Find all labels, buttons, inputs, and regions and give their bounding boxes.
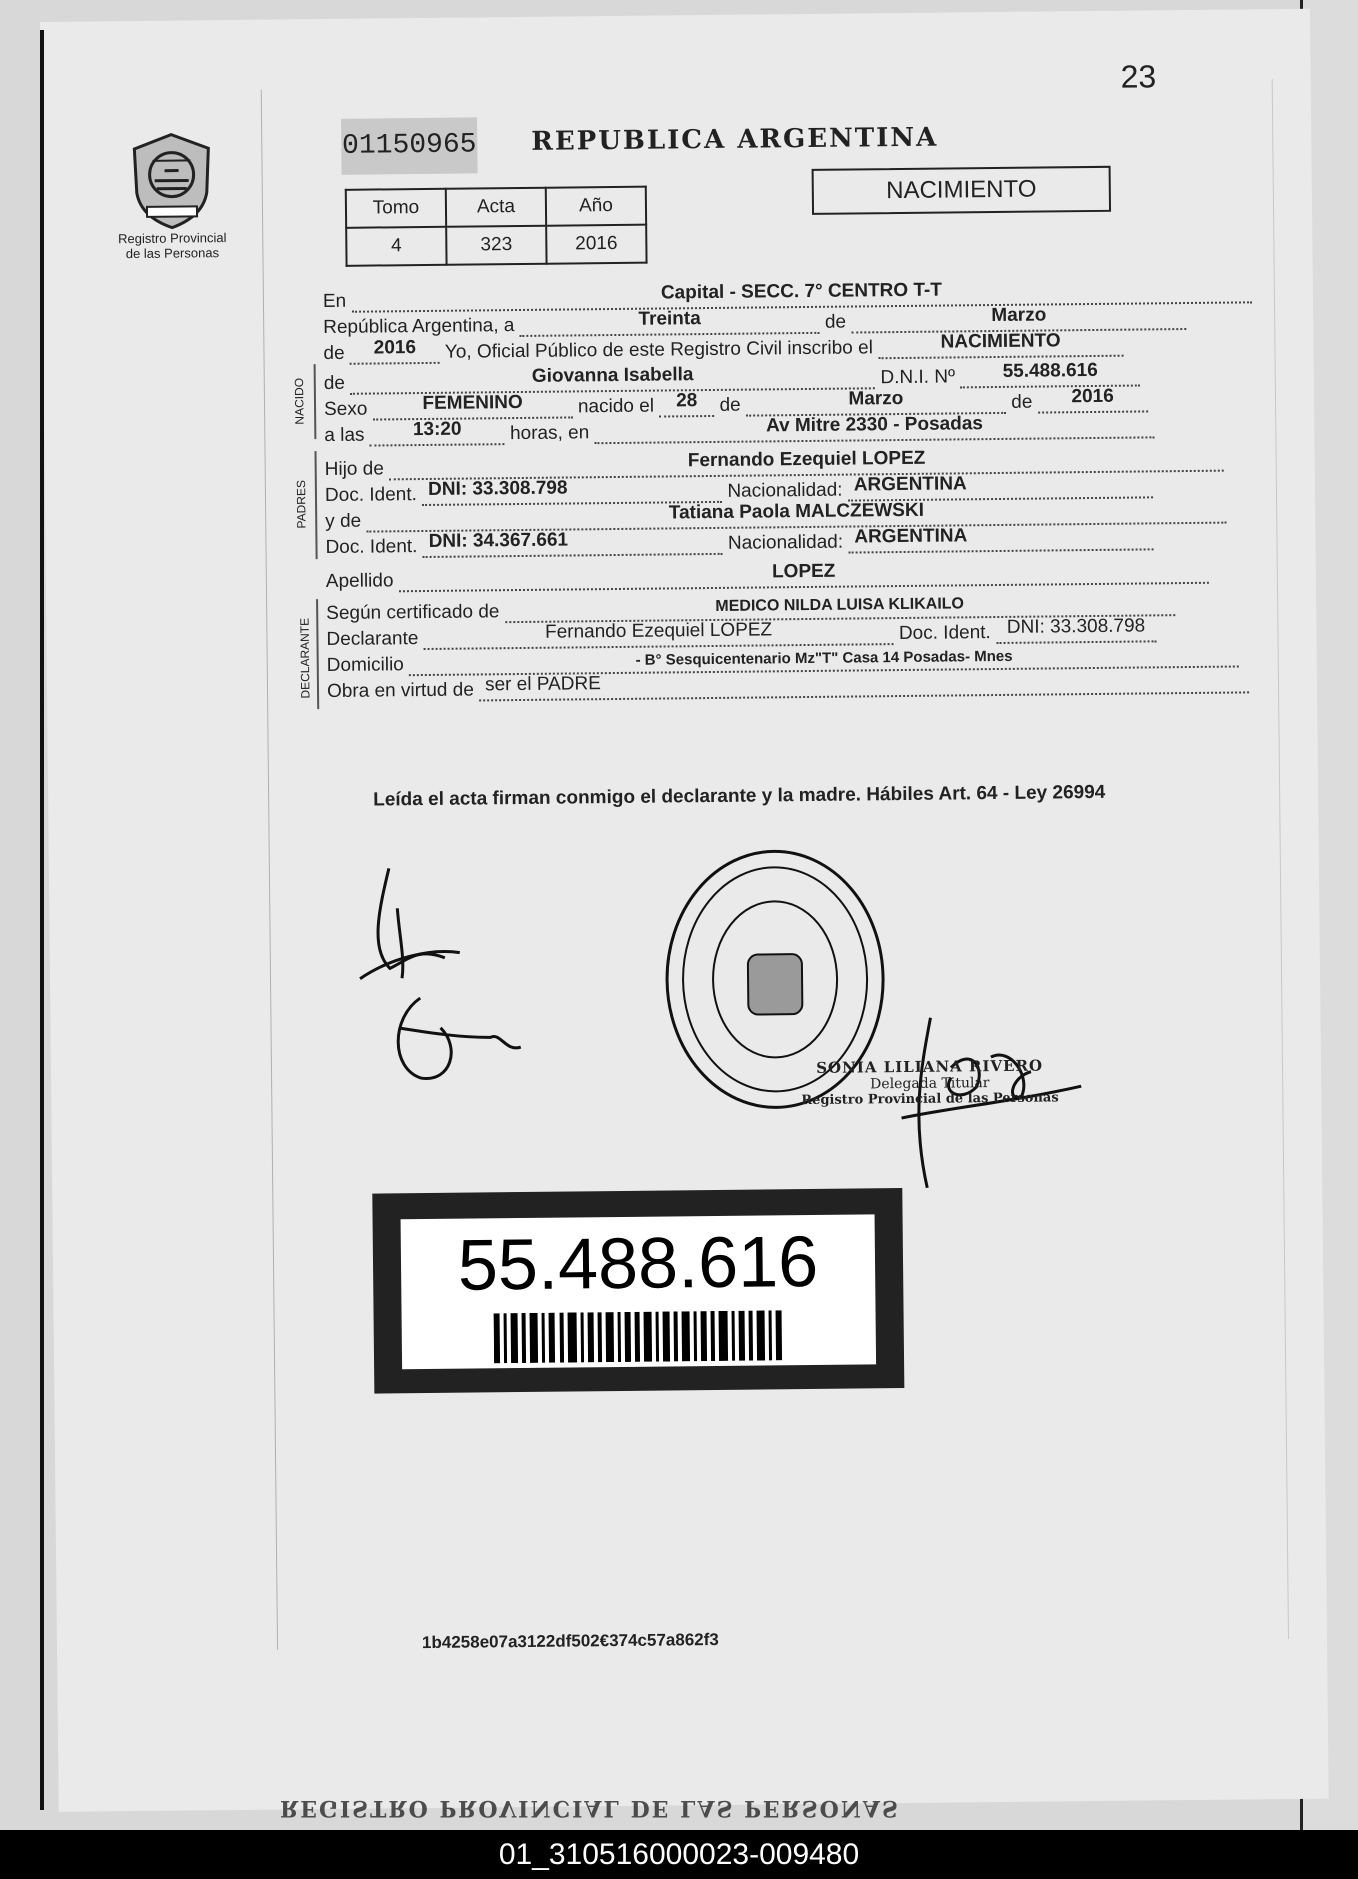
child-name-value: Giovanna Isabella bbox=[531, 364, 694, 387]
verification-hash: 1b4258e07a3122df502€374c57a862f3 bbox=[421, 1629, 719, 1653]
signatory-org: Registro Provincial de las Personas bbox=[801, 1090, 1059, 1109]
page-number: 23 bbox=[1120, 58, 1157, 95]
anio-header: Año bbox=[546, 187, 646, 226]
label-de-1: de bbox=[824, 311, 847, 333]
address-value: - B° Sesquicentenario Mz"T" Casa 14 Posadas- Mnes bbox=[635, 647, 1013, 669]
place-value: Capital - SECC. 7° CENTRO T-T bbox=[660, 279, 942, 304]
label-de-5: de bbox=[1011, 391, 1033, 413]
father-doc-value: DNI: 33.308.798 bbox=[427, 477, 568, 500]
next-page-header-mirrored: REGISTRO PROVINCIAL DE LAS PERSONAS bbox=[280, 1795, 900, 1821]
nacido-label: NACIDO bbox=[292, 377, 307, 425]
mother-nationality-value: ARGENTINA bbox=[854, 525, 968, 548]
barcode-number: 55.488.616 bbox=[457, 1221, 819, 1306]
father-nationality-value: ARGENTINA bbox=[853, 473, 967, 496]
label-de-2: de bbox=[323, 342, 345, 365]
label-doc-ident-3: Doc. Ident. bbox=[898, 622, 991, 645]
tomo-header: Tomo bbox=[346, 189, 446, 228]
document-title: REPUBLICA ARGENTINA bbox=[531, 122, 939, 157]
mother-value: Tatiana Paola MALCZEWSKI bbox=[668, 499, 925, 524]
label-horas-en: horas, en bbox=[509, 422, 590, 445]
act-value: NACIMIENTO bbox=[940, 330, 1061, 353]
acta-header: Acta bbox=[446, 188, 546, 227]
reason-value: ser el PADRE bbox=[484, 673, 601, 696]
birth-time-value: 13:20 bbox=[412, 418, 462, 441]
acta-value: 323 bbox=[446, 226, 546, 265]
label-a-las: a las bbox=[324, 424, 365, 447]
label-hijo-de: Hijo de bbox=[324, 458, 384, 481]
label-domicilio: Domicilio bbox=[326, 654, 404, 677]
label-sexo: Sexo bbox=[323, 398, 368, 421]
mother-signature-icon bbox=[380, 977, 541, 1099]
year-value: 2016 bbox=[373, 337, 417, 359]
seal-caption-1: Registro Provincial bbox=[118, 230, 227, 247]
label-de-3: de bbox=[323, 372, 346, 395]
birth-month-value: Marzo bbox=[848, 387, 904, 410]
tomo-value: 4 bbox=[346, 227, 446, 266]
signatory-role: Delegada Titular bbox=[870, 1075, 990, 1093]
registry-table bbox=[345, 186, 648, 267]
label-yo: Yo, Oficial Público de este Registro Civil inscribo el bbox=[444, 337, 873, 363]
child-dni-value: 55.488.616 bbox=[1002, 359, 1098, 382]
declarante-label: DECLARANTE bbox=[297, 617, 313, 699]
barcode-icon bbox=[494, 1310, 785, 1363]
label-republica: República Argentina, a bbox=[323, 315, 515, 339]
sex-value: FEMENINO bbox=[422, 391, 523, 415]
mother-doc-value: DNI: 34.367.661 bbox=[428, 529, 569, 552]
birth-certificate-page bbox=[40, 9, 1329, 1812]
declarant-value: Fernando Ezequiel LOPEZ bbox=[544, 619, 773, 643]
declarant-doc-value: DNI: 33.308.798 bbox=[1006, 615, 1146, 638]
label-segun: Según certificado de bbox=[326, 601, 500, 625]
label-y-de: y de bbox=[325, 510, 362, 533]
label-nacionalidad-2: Nacionalidad: bbox=[727, 531, 844, 554]
label-doc-ident-2: Doc. Ident. bbox=[325, 536, 418, 559]
label-declarante: Declarante bbox=[326, 628, 419, 651]
birth-day-value: 28 bbox=[676, 390, 698, 412]
birth-place-value: Av Mitre 2330 - Posadas bbox=[765, 413, 984, 437]
father-value: Fernando Ezequiel LOPEZ bbox=[687, 447, 926, 472]
label-dni: D.N.I. Nº bbox=[880, 366, 956, 389]
coat-of-arms-icon bbox=[126, 130, 217, 231]
barcode-sticker bbox=[372, 1188, 904, 1394]
signatory-block bbox=[801, 1056, 1059, 1108]
month-value: Marzo bbox=[991, 304, 1047, 327]
page-edge-line bbox=[40, 30, 44, 1810]
provincial-seal bbox=[116, 130, 227, 261]
file-label: 01_310516000023-009480 bbox=[498, 1838, 860, 1871]
closing-statement: Leída el acta firman conmigo el declarante y la madre. Hábiles Art. 64 - Ley 26994 bbox=[373, 781, 1106, 811]
file-label-bar bbox=[0, 1830, 1358, 1879]
barcode-label bbox=[401, 1214, 877, 1369]
label-en: En bbox=[322, 290, 347, 313]
signatory-name: SONIA LILIANA RIVERO bbox=[816, 1056, 1044, 1077]
surname-value: LOPEZ bbox=[771, 560, 836, 583]
label-apellido: Apellido bbox=[325, 570, 394, 593]
label-obra: Obra en virtud de bbox=[326, 679, 474, 703]
label-de-4: de bbox=[719, 394, 741, 416]
label-doc-ident-1: Doc. Ident. bbox=[324, 484, 417, 507]
padres-label: PADRES bbox=[294, 479, 309, 529]
anio-value: 2016 bbox=[546, 225, 646, 264]
label-nacionalidad-1: Nacionalidad: bbox=[727, 479, 843, 502]
day-words-value: Treinta bbox=[638, 308, 701, 330]
record-type-box: NACIMIENTO bbox=[812, 166, 1111, 215]
serial-number: 01150965 bbox=[341, 117, 478, 174]
certificate-value: MEDICO NILDA LUISA KLIKAILO bbox=[715, 595, 965, 615]
birth-year-value: 2016 bbox=[1071, 385, 1114, 408]
seal-caption-2: de las Personas bbox=[125, 245, 220, 262]
label-nacido-el: nacido el bbox=[577, 395, 655, 418]
